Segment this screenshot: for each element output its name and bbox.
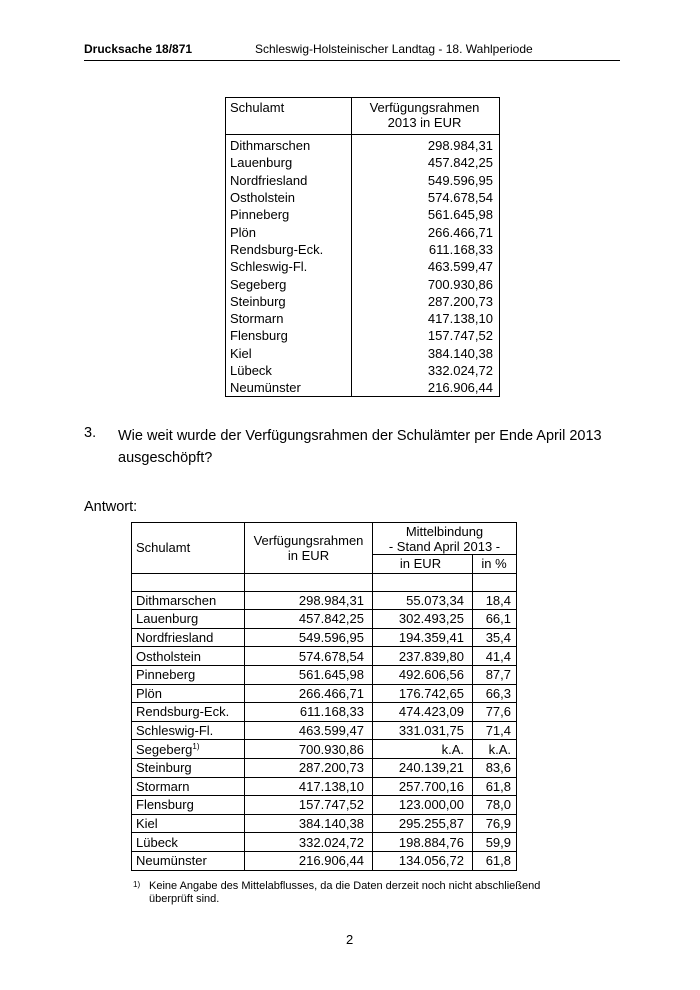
table2-row: [132, 721, 517, 740]
table2-header-pct: in %: [473, 555, 517, 574]
budget-table: [225, 97, 500, 397]
page-number: 2: [346, 932, 354, 947]
table1-rahmen-cell: 549.596,95: [427, 172, 493, 188]
table1-rahmen-cell: 298.984,31: [427, 138, 493, 154]
table1-rahmen-cell: 332.024,72: [427, 363, 493, 378]
budget-usage-table: [131, 522, 517, 871]
table2-schulamt-cell: Rendsburg-Eck.: [132, 703, 245, 722]
table2-pct-cell: 61,8: [473, 851, 517, 870]
table2-schulamt-cell: Nordfriesland: [132, 628, 245, 647]
table2-pct-cell: 18,4: [473, 591, 517, 610]
table2-pct-cell: 87,7: [473, 665, 517, 684]
header-rule: [84, 60, 620, 61]
table1-schulamt-cell: Flensburg: [226, 327, 352, 344]
table1-row: [226, 258, 500, 275]
table2-rahmen-cell: 611.168,33: [245, 703, 373, 722]
table1-row: [226, 137, 500, 154]
question-text: Wie weit wurde der Verfügungsrahmen der Schulämter per Ende April 2013 ausgeschöpft?: [118, 428, 602, 466]
table2-pct-cell: 66,3: [473, 684, 517, 703]
table1-rahmen-cell: 611.168,33: [428, 241, 493, 257]
table2-rahmen-cell: 384.140,38: [245, 814, 373, 833]
table1-rahmen-cell: 417.138,10: [427, 311, 493, 327]
table2-rahmen-cell: 463.599,47: [245, 721, 373, 740]
table1-header-schulamt: Schulamt: [226, 98, 352, 135]
table1-row: [226, 172, 500, 189]
table1-schulamt-cell: Neumünster: [226, 379, 352, 397]
table1-row: [226, 223, 500, 240]
table2-schulamt-cell: Ostholstein: [132, 647, 245, 666]
table2-eur-cell: 295.255,87: [373, 814, 473, 833]
footnote-mark: 1): [133, 880, 141, 889]
table1-row: [226, 241, 500, 258]
table1-rahmen-cell: 287.200,73: [427, 293, 493, 309]
table2-row: [132, 833, 517, 852]
table2-schulamt-cell: Segeberg$^{1)}$: [132, 740, 245, 759]
table2-eur-cell: 257.700,16: [373, 777, 473, 796]
table2-eur-cell: 492.606,56: [373, 665, 473, 684]
table2-pct-cell: 77,6: [473, 703, 517, 722]
table1-schulamt-cell: Lübeck: [226, 362, 352, 379]
table1-schulamt-cell: Segeberg: [226, 275, 352, 292]
table1-schulamt-cell: Lauenburg: [226, 154, 352, 171]
table2-row: [132, 740, 517, 759]
table2-eur-cell: 237.839,80: [373, 647, 473, 666]
table1-row: [226, 310, 500, 327]
table2-rahmen-cell: 700.930,86: [245, 740, 373, 759]
table1-row: [226, 362, 500, 379]
table2-rahmen-cell: 298.984,31: [245, 591, 373, 610]
table1-rahmen-cell: 574.678,54: [427, 190, 493, 206]
table2-pct-cell: 35,4: [473, 628, 517, 647]
table2-rahmen-cell: 549.596,95: [245, 628, 373, 647]
table1-row: [226, 189, 500, 206]
table2-schulamt-cell: Lübeck: [132, 833, 245, 852]
footnote-reference: 1): [192, 741, 200, 751]
answer-label: Antwort:: [84, 499, 138, 515]
table1-rahmen-cell: 463.599,47: [427, 259, 493, 275]
table2-row: [132, 758, 517, 777]
table2-eur-cell: 134.056,72: [373, 851, 473, 870]
table1-schulamt-cell: Rendsburg-Eck.: [226, 241, 352, 258]
table2-eur-cell: 194.359,41: [373, 628, 473, 647]
table2-row: [132, 703, 517, 722]
table1-row: [226, 275, 500, 292]
table1-schulamt-cell: Stormarn: [226, 310, 352, 327]
table2-schulamt-cell: Steinburg: [132, 758, 245, 777]
table2-schulamt-cell: Pinneberg: [132, 665, 245, 684]
table2-schulamt-cell: Lauenburg: [132, 610, 245, 629]
table2-eur-cell: 474.423,09: [373, 703, 473, 722]
table2-eur-cell: 176.742,65: [373, 684, 473, 703]
table1-row: [226, 206, 500, 223]
table2-header-rahmen: Verfügungsrahmen in EUR: [245, 523, 373, 574]
table1-row: [226, 379, 500, 397]
table2-header-eur: in EUR: [373, 555, 473, 574]
table2-row: [132, 665, 517, 684]
table2-row: [132, 777, 517, 796]
table1-rahmen-cell: 216.906,44: [427, 380, 493, 396]
table2-pct-cell: 76,9: [473, 814, 517, 833]
table2-eur-cell: 198.884,76: [373, 833, 473, 852]
table2-row: [132, 591, 517, 610]
table1-rahmen-cell: 561.645,98: [427, 207, 493, 223]
table1-row: [226, 293, 500, 310]
table1-rahmen-cell: 384.140,38: [427, 345, 493, 361]
table2-pct-cell: 61,8: [473, 777, 517, 796]
table2-schulamt-cell: Neumünster: [132, 851, 245, 870]
table1-schulamt-cell: Dithmarschen: [226, 137, 352, 154]
table1-row: [226, 154, 500, 171]
table2-header-schulamt: Schulamt: [132, 523, 245, 574]
table1-schulamt-cell: Schleswig-Fl.: [226, 258, 352, 275]
table1-schulamt-cell: Steinburg: [226, 293, 352, 310]
table1-rahmen-cell: 457.842,25: [427, 155, 493, 171]
table2-pct-cell: 66,1: [473, 610, 517, 629]
table1-rahmen-cell: 266.466,71: [427, 224, 493, 240]
table2-rahmen-cell: 457.842,25: [245, 610, 373, 629]
table2-rahmen-cell: 266.466,71: [245, 684, 373, 703]
table1-row: [226, 327, 500, 344]
table1-schulamt-cell: Pinneberg: [226, 206, 352, 223]
table1-rahmen-cell: 157.747,52: [427, 328, 493, 344]
table2-rahmen-cell: 157.747,52: [245, 796, 373, 815]
table1-schulamt-cell: Kiel: [226, 345, 352, 362]
table2-pct-cell: k.A.: [473, 740, 517, 759]
table2-row: [132, 851, 517, 870]
parliament-header: Schleswig-Holsteinischer Landtag - 18. Wahlperiode: [255, 42, 533, 56]
question-number: 3.: [84, 425, 97, 441]
table2-rahmen-cell: 574.678,54: [245, 647, 373, 666]
table2-rahmen-cell: 216.906,44: [245, 851, 373, 870]
table2-eur-cell: 302.493,25: [373, 610, 473, 629]
document-number: Drucksache 18/871: [84, 42, 193, 56]
table2-row: [132, 684, 517, 703]
footnote-text: Keine Angabe des Mittelabflusses, da die Daten derzeit noch nicht abschließend überprüft sind.: [149, 880, 541, 905]
table2-rahmen-cell: 561.645,98: [245, 665, 373, 684]
table2-row: [132, 814, 517, 833]
table2-schulamt-cell: Dithmarschen: [132, 591, 245, 610]
table2-rahmen-cell: 332.024,72: [245, 833, 373, 852]
table2-rahmen-cell: 417.138,10: [245, 777, 373, 796]
table2-row: [132, 610, 517, 629]
table2-pct-cell: 41,4: [473, 647, 517, 666]
table1-schulamt-cell: Nordfriesland: [226, 172, 352, 189]
table2-pct-cell: 78,0: [473, 796, 517, 815]
table1-row: [226, 345, 500, 362]
table2-eur-cell: k.A.: [373, 740, 473, 759]
table2-schulamt-cell: Plön: [132, 684, 245, 703]
table1-header-rahmen: Verfügungsrahmen 2013 in EUR: [369, 100, 480, 130]
table2-eur-cell: 331.031,75: [373, 721, 473, 740]
table2-row: [132, 628, 517, 647]
table2-pct-cell: 71,4: [473, 721, 517, 740]
table2-eur-cell: 123.000,00: [373, 796, 473, 815]
table2-eur-cell: 240.139,21: [373, 758, 473, 777]
table2-schulamt-cell: Kiel: [132, 814, 245, 833]
table2-pct-cell: 83,6: [473, 758, 517, 777]
table1-schulamt-cell: Plön: [226, 223, 352, 240]
table2-pct-cell: 59,9: [473, 833, 517, 852]
table2-row: [132, 796, 517, 815]
table2-schulamt-cell: Stormarn: [132, 777, 245, 796]
table1-schulamt-cell: Ostholstein: [226, 189, 352, 206]
table2-schulamt-cell: Schleswig-Fl.: [132, 721, 245, 740]
table2-row: [132, 647, 517, 666]
table2-eur-cell: 55.073,34: [373, 591, 473, 610]
table1-rahmen-cell: 700.930,86: [427, 276, 493, 292]
table2-schulamt-cell: Flensburg: [132, 796, 245, 815]
table2-header-mittelbindung: Mittelbindung - Stand April 2013 -: [373, 523, 517, 555]
table2-rahmen-cell: 287.200,73: [245, 758, 373, 777]
